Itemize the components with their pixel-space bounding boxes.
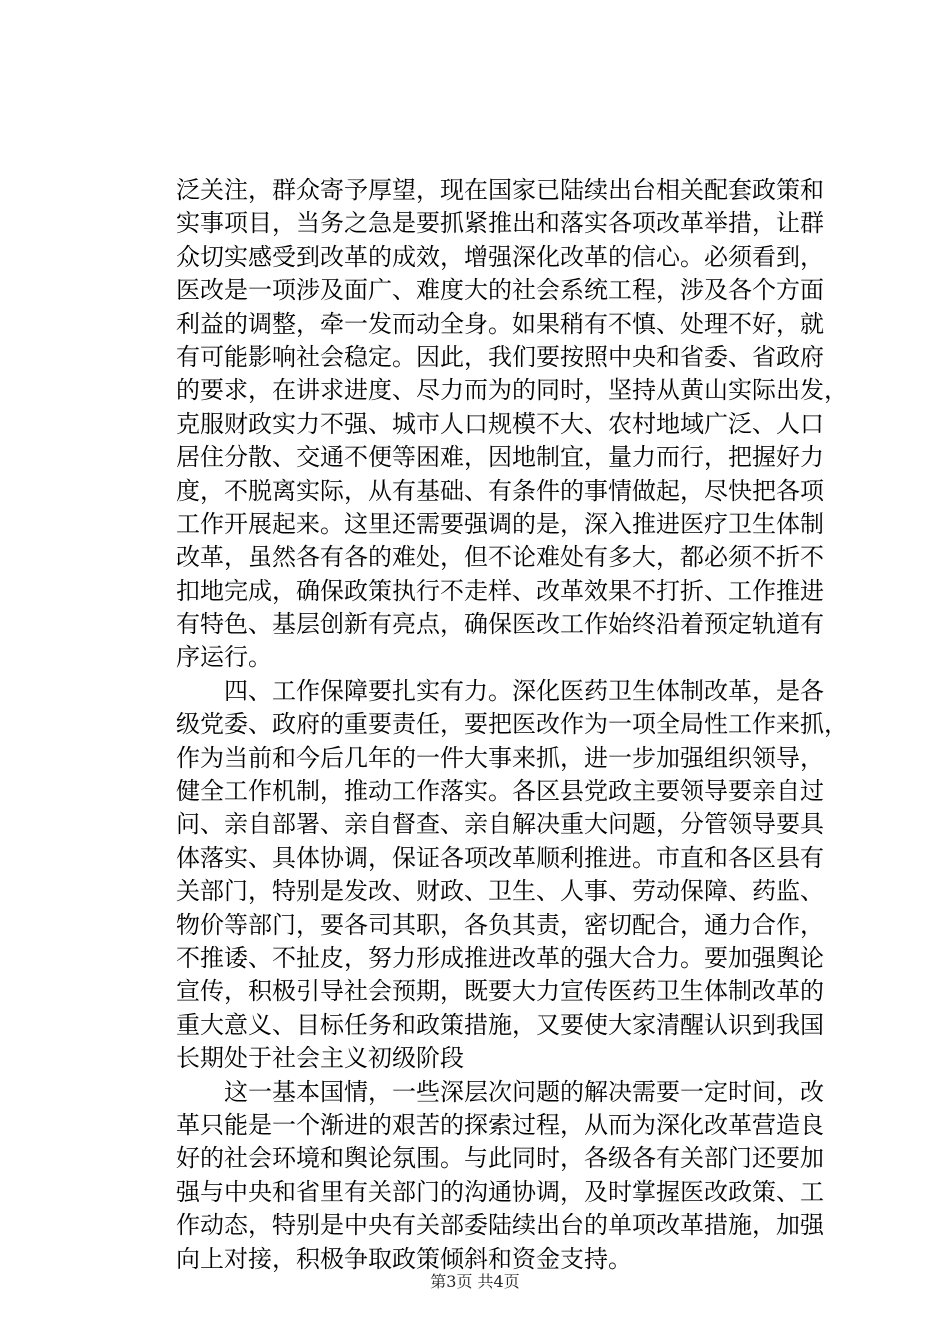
text-line: 改革，虽然各有各的难处，但不论难处有多大，都必须不折不	[176, 543, 824, 572]
text-line: 这一基本国情，一些深层次问题的解决需要一定时间，改	[176, 1077, 824, 1106]
text-line: 关部门，特别是发改、财政、卫生、人事、劳动保障、药监、	[176, 877, 824, 906]
page-footer	[0, 1272, 950, 1292]
text-line: 度，不脱离实际，从有基础、有条件的事情做起，尽快把各项	[176, 476, 824, 505]
text-line: 向上对接，积极争取政策倾斜和资金支持。	[176, 1244, 632, 1273]
text-line: 物价等部门，要各司其职，各负其责，密切配合，通力合作，	[176, 910, 824, 939]
text-line: 克服财政实力不强、城市人口规模不大、农村地域广泛、人口	[176, 409, 824, 438]
text-line: 不推诿、不扯皮，努力形成推进改革的强大合力。要加强舆论	[176, 943, 824, 972]
text-line: 长期处于社会主义初级阶段	[176, 1044, 464, 1073]
text-line: 作为当前和今后几年的一件大事来抓，进一步加强组织领导，	[176, 743, 824, 772]
text-line: 医改是一项涉及面广、难度大的社会系统工程，涉及各个方面	[176, 276, 824, 305]
text-line: 宣传，积极引导社会预期，既要大力宣传医药卫生体制改革的	[176, 977, 824, 1006]
page-number: 第3页	[430, 1272, 473, 1291]
text-line: 有特色、基层创新有亮点，确保医改工作始终沿着预定轨道有	[176, 610, 824, 639]
text-line: 强与中央和省里有关部门的沟通协调，及时掌握医改政策、工	[176, 1177, 824, 1206]
text-line: 级党委、政府的重要责任，要把医改作为一项全局性工作来抓，	[176, 710, 848, 739]
text-line: 的要求，在讲求进度、尽力而为的同时，坚持从黄山实际出发，	[176, 376, 848, 405]
text-line: 革只能是一个渐进的艰苦的探索过程，从而为深化改革营造良	[176, 1110, 824, 1139]
text-line: 众切实感受到改革的成效，增强深化改革的信心。必须看到，	[176, 242, 824, 271]
text-line: 重大意义、目标任务和政策措施，又要使大家清醒认识到我国	[176, 1010, 824, 1039]
text-line: 体落实、具体协调，保证各项改革顺利推进。市直和各区县有	[176, 843, 824, 872]
text-line: 居住分散、交通不便等困难，因地制宜，量力而行，把握好力	[176, 443, 824, 472]
page-total: 共4页	[477, 1272, 520, 1291]
text-line: 健全工作机制，推动工作落实。各区县党政主要领导要亲自过	[176, 777, 824, 806]
text-line: 有可能影响社会稳定。因此，我们要按照中央和省委、省政府	[176, 342, 824, 371]
text-line: 好的社会环境和舆论氛围。与此同时，各级各有关部门还要加	[176, 1144, 824, 1173]
text-line: 实事项目，当务之急是要抓紧推出和落实各项改革举措，让群	[176, 209, 824, 238]
text-line: 扣地完成，确保政策执行不走样、改革效果不打折、工作推进	[176, 576, 824, 605]
text-line: 作动态，特别是中央有关部委陆续出台的单项改革措施，加强	[176, 1211, 824, 1240]
body-text	[176, 174, 848, 1276]
text-line: 泛关注，群众寄予厚望，现在国家已陆续出台相关配套政策和	[176, 176, 824, 204]
text-line: 利益的调整，牵一发而动全身。如果稍有不慎、处理不好，就	[176, 309, 824, 338]
text-line: 工作开展起来。这里还需要强调的是，深入推进医疗卫生体制	[176, 509, 824, 538]
text-line: 四、工作保障要扎实有力。深化医药卫生体制改革，是各	[176, 676, 824, 705]
text-line: 序运行。	[176, 643, 272, 672]
text-line: 问、亲自部署、亲自督查、亲自解决重大问题，分管领导要具	[176, 810, 824, 839]
